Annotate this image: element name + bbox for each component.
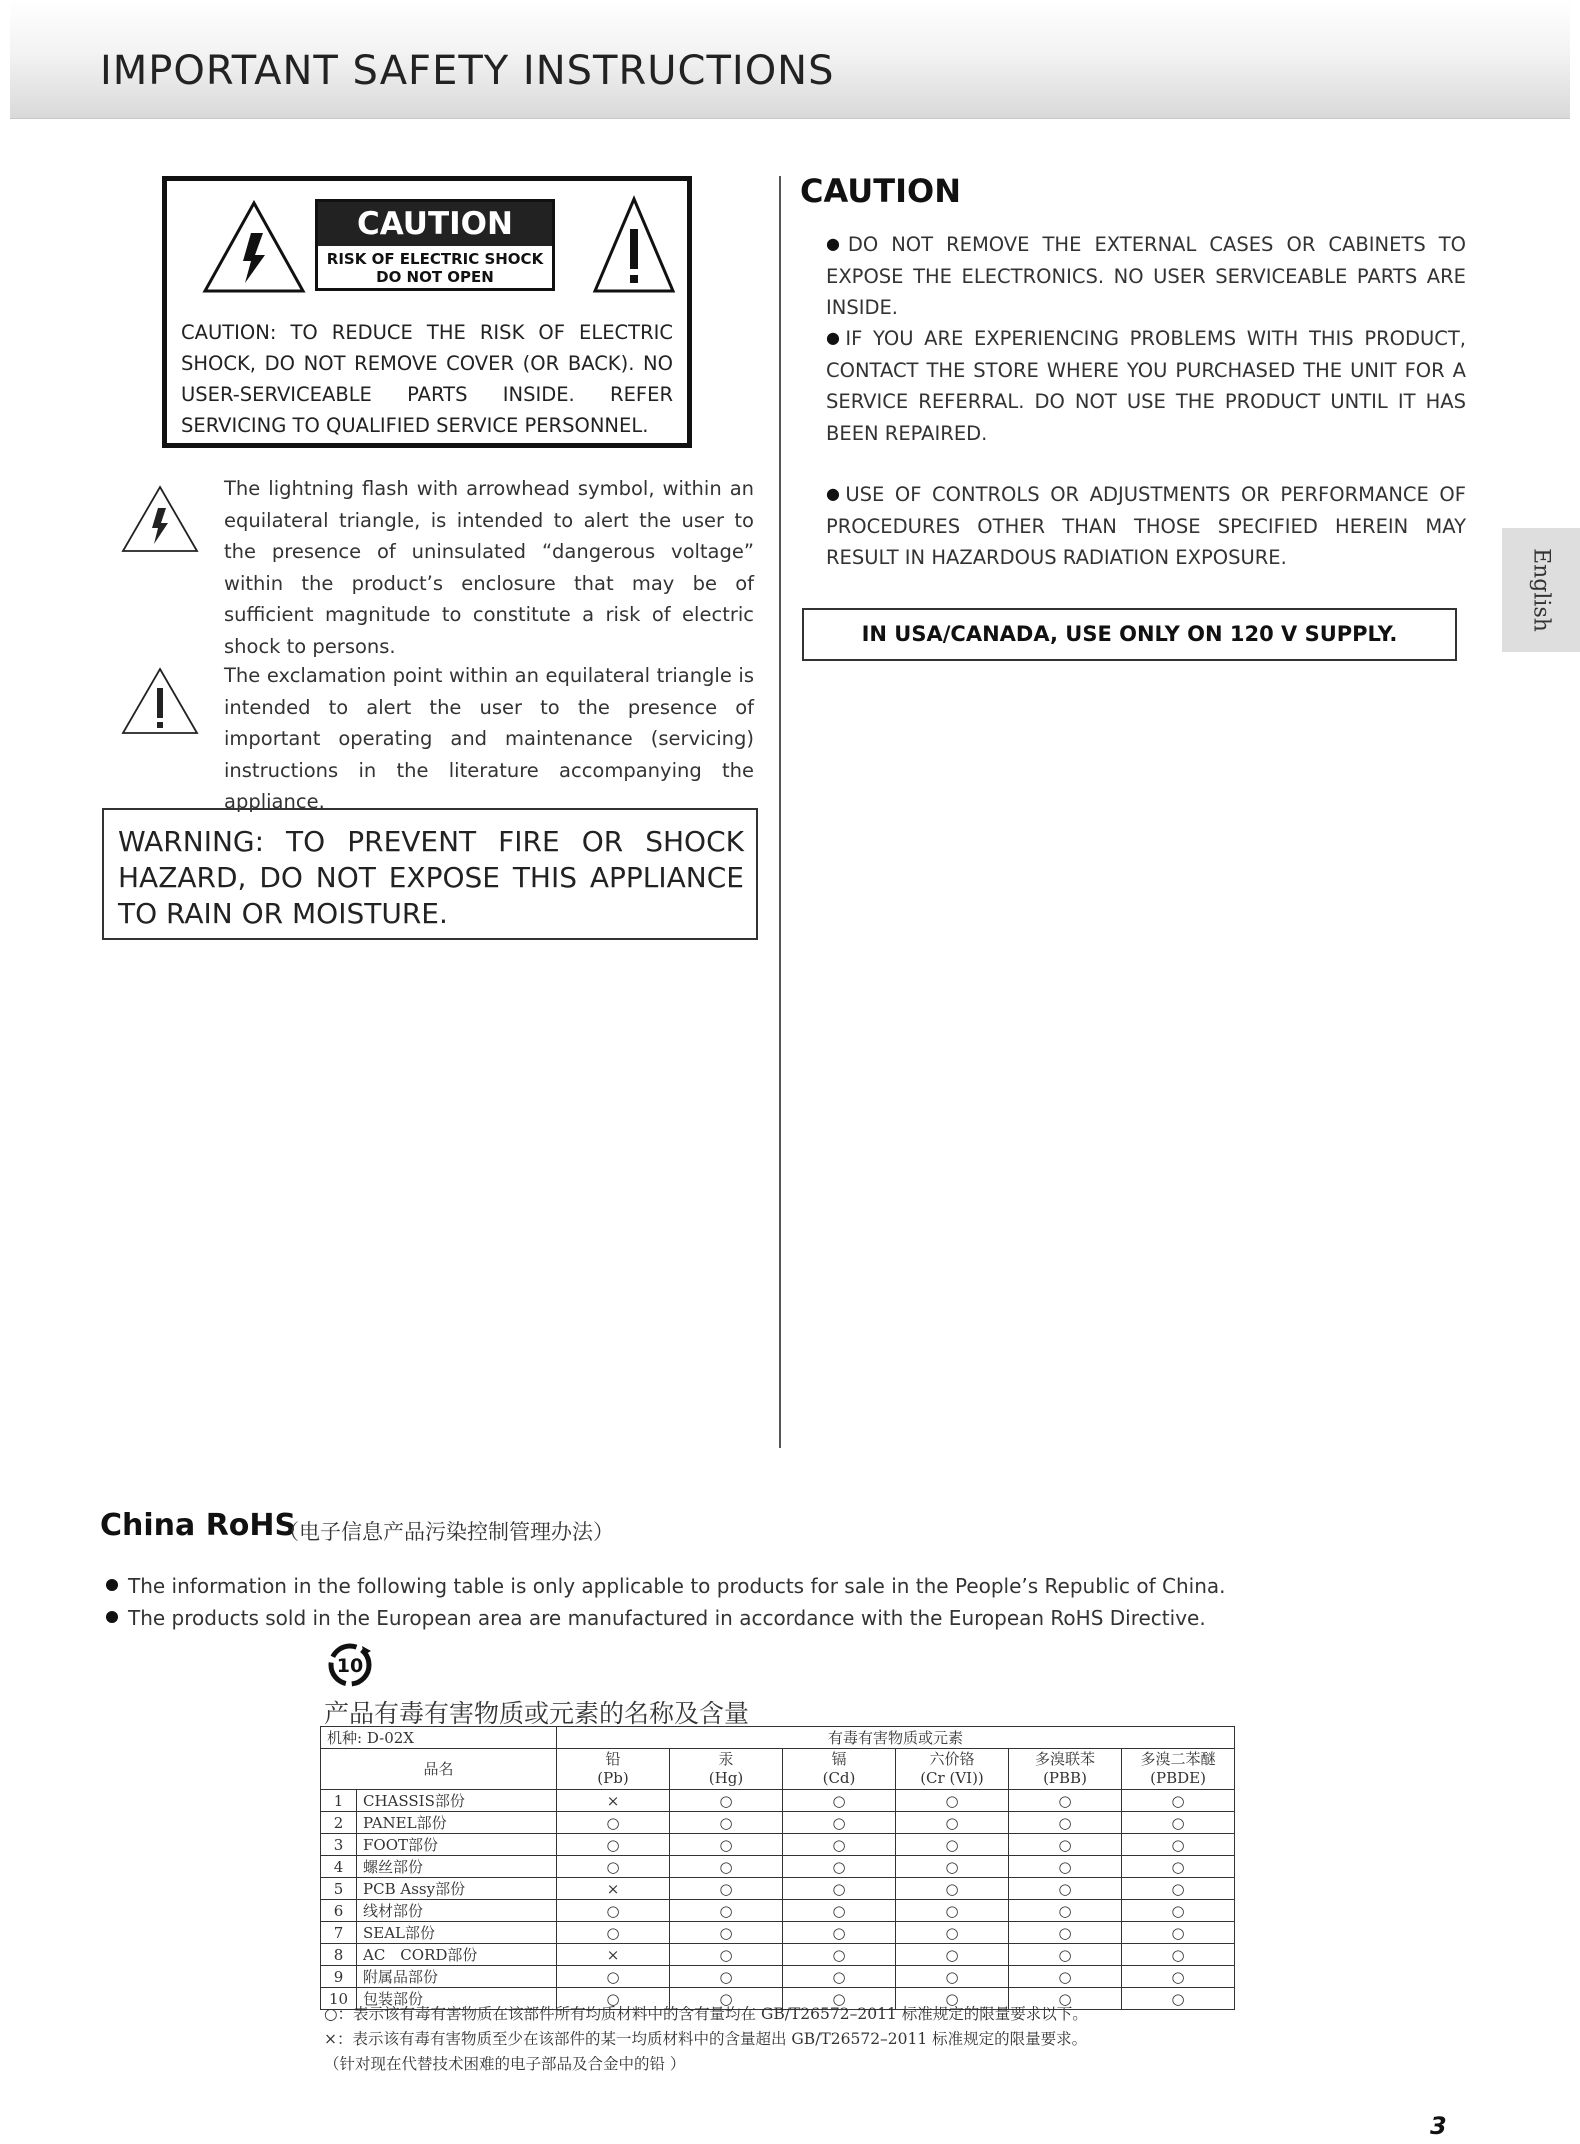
substance-mark: ○ bbox=[1122, 1988, 1235, 2010]
china-rohs-subtitle: （电子信息产品污染控制管理办法） bbox=[278, 1520, 614, 1544]
row-number: 4 bbox=[321, 1856, 357, 1878]
substance-mark: ○ bbox=[1009, 1944, 1122, 1966]
row-number: 5 bbox=[321, 1878, 357, 1900]
row-number: 6 bbox=[321, 1900, 357, 1922]
substance-mark: ○ bbox=[557, 1966, 670, 1988]
caution-item: ●USE OF CONTROLS OR ADJUSTMENTS OR PERFORMANCE OF PROCEDURES OTHER THAN THOSE SPECIFIED HEREIN MAY RESULT IN HAZARDOUS RADIATION EXPOSURE. bbox=[826, 483, 1466, 569]
substance-mark: ○ bbox=[1009, 1878, 1122, 1900]
page-number: 3 bbox=[1430, 2112, 1447, 2140]
substance-mark: ○ bbox=[783, 1812, 896, 1834]
bullet-icon: ● bbox=[826, 234, 847, 253]
rohs-bullet: The information in the following table is only applicable to products for sale in the People’s Republic of China. bbox=[106, 1574, 1226, 1598]
part-name: AC CORD部份 bbox=[357, 1944, 557, 1966]
part-name: PANEL部份 bbox=[357, 1812, 557, 1834]
page-title: IMPORTANT SAFETY INSTRUCTIONS bbox=[100, 48, 835, 94]
epup-10-year-icon bbox=[324, 1642, 376, 1688]
exclamation-triangle-icon bbox=[120, 666, 200, 736]
table-row bbox=[321, 1878, 1235, 1900]
table-row bbox=[321, 1900, 1235, 1922]
substance-mark: ○ bbox=[896, 1900, 1009, 1922]
substance-mark: ○ bbox=[670, 1834, 783, 1856]
substance-mark: ○ bbox=[670, 1790, 783, 1812]
part-name: 螺丝部份 bbox=[357, 1856, 557, 1878]
substance-mark: ○ bbox=[1122, 1944, 1235, 1966]
substance-mark: ○ bbox=[783, 1988, 896, 2010]
caution-heading: CAUTION bbox=[800, 172, 961, 210]
column-header: 汞 (Hg) bbox=[670, 1749, 783, 1790]
row-number: 3 bbox=[321, 1834, 357, 1856]
substance-mark: ○ bbox=[557, 1812, 670, 1834]
substance-mark: ○ bbox=[1009, 1922, 1122, 1944]
substance-mark: ○ bbox=[557, 1922, 670, 1944]
part-name: PCB Assy部份 bbox=[357, 1878, 557, 1900]
row-number: 10 bbox=[321, 1988, 357, 2010]
column-header: 六价铬 (Cr (VI)) bbox=[896, 1749, 1009, 1790]
warning-text: WARNING: TO PREVENT FIRE OR SHOCK HAZARD, DO NOT EXPOSE THIS APPLIANCE TO RAIN OR MOISTURE. bbox=[118, 825, 744, 930]
substance-mark: ○ bbox=[1122, 1966, 1235, 1988]
substance-mark: ○ bbox=[783, 1900, 896, 1922]
exclamation-warning-icon bbox=[591, 195, 677, 295]
language-tab-label: English bbox=[1528, 548, 1554, 632]
table-row bbox=[321, 1834, 1235, 1856]
substance-mark: ○ bbox=[670, 1878, 783, 1900]
china-rohs-title: China RoHS bbox=[100, 1508, 297, 1543]
lightning-warning-icon bbox=[201, 199, 307, 295]
caution-label-line1: RISK OF ELECTRIC SHOCK bbox=[326, 250, 544, 268]
part-name: 包装部份 bbox=[357, 1988, 557, 2010]
row-number: 2 bbox=[321, 1812, 357, 1834]
part-name: 附属品部份 bbox=[357, 1966, 557, 1988]
substance-mark: ○ bbox=[1009, 1834, 1122, 1856]
table-row bbox=[321, 1966, 1235, 1988]
table-row bbox=[321, 1812, 1235, 1834]
substance-mark: ○ bbox=[1122, 1790, 1235, 1812]
caution-item: ●DO NOT REMOVE THE EXTERNAL CASES OR CABINETS TO EXPOSE THE ELECTRONICS. NO USER SERVICEABLE PARTS ARE INSIDE. bbox=[826, 233, 1466, 319]
rohs-table bbox=[320, 1726, 1235, 2010]
language-tab bbox=[1502, 528, 1580, 652]
substance-mark: ○ bbox=[557, 1900, 670, 1922]
substance-mark: ○ bbox=[896, 1812, 1009, 1834]
substance-mark: ○ bbox=[896, 1856, 1009, 1878]
substance-mark: ○ bbox=[670, 1856, 783, 1878]
substance-mark: ○ bbox=[783, 1966, 896, 1988]
substance-mark: ○ bbox=[557, 1856, 670, 1878]
part-name: 线材部份 bbox=[357, 1900, 557, 1922]
substance-mark: ○ bbox=[1009, 1900, 1122, 1922]
substance-mark: ○ bbox=[670, 1812, 783, 1834]
rohs-bullet: The products sold in the European area are manufactured in accordance with the European RoHS Directive. bbox=[106, 1606, 1206, 1630]
substance-mark: ○ bbox=[670, 1988, 783, 2010]
table-row bbox=[321, 1790, 1235, 1812]
part-name: FOOT部份 bbox=[357, 1834, 557, 1856]
substance-mark: ○ bbox=[783, 1790, 896, 1812]
epup-label: 10 bbox=[336, 1655, 364, 1677]
lightning-explanation: The lightning flash with arrowhead symbol, within an equilateral triangle, is intended to alert the user to the presence of uninsulated “dangerous voltage” within the product’s enclosure that may be of sufficient magnitude to constitute a risk of electric shock to persons. bbox=[224, 477, 754, 658]
table-row bbox=[321, 1944, 1235, 1966]
footnote: ○：表示该有毒有害物质在该部件所有均质材料中的含有量均在 GB/T26572–2011 标准规定的限量要求以下。 bbox=[324, 2005, 1088, 2023]
lightning-triangle-icon bbox=[120, 484, 200, 554]
column-header: 镉 (Cd) bbox=[783, 1749, 896, 1790]
substance-mark: ○ bbox=[557, 1988, 670, 2010]
substance-mark: ○ bbox=[1009, 1856, 1122, 1878]
footnote: （针对现在代替技术困难的电子部品及合金中的铅 ） bbox=[324, 2055, 686, 2073]
part-name: CHASSIS部份 bbox=[357, 1790, 557, 1812]
row-number: 9 bbox=[321, 1966, 357, 1988]
substance-mark: ○ bbox=[1009, 1790, 1122, 1812]
substance-mark: ○ bbox=[896, 1966, 1009, 1988]
model-label: 机种: D-02X bbox=[321, 1727, 557, 1749]
caution-box-text: CAUTION: TO REDUCE THE RISK OF ELECTRIC SHOCK, DO NOT REMOVE COVER (OR BACK). NO USER-SERVICEABLE PARTS INSIDE. REFER SERVICING TO QUALIFIED SERVICE PERSONNEL. bbox=[181, 321, 673, 437]
substance-mark: ○ bbox=[1122, 1856, 1235, 1878]
substance-mark: ○ bbox=[783, 1878, 896, 1900]
substance-mark: ○ bbox=[670, 1944, 783, 1966]
table-row bbox=[321, 1922, 1235, 1944]
warning-box bbox=[102, 808, 758, 940]
usa-canada-notice: IN USA/CANADA, USE ONLY ON 120 V SUPPLY. bbox=[802, 608, 1457, 661]
substance-mark: ○ bbox=[1122, 1878, 1235, 1900]
group-header: 有毒有害物质或元素 bbox=[557, 1727, 1235, 1749]
substance-mark: ○ bbox=[783, 1834, 896, 1856]
substance-mark: ○ bbox=[557, 1834, 670, 1856]
row-number: 8 bbox=[321, 1944, 357, 1966]
substance-mark: ○ bbox=[1009, 1812, 1122, 1834]
column-header: 多溴二苯醚 (PBDE) bbox=[1122, 1749, 1235, 1790]
substance-mark: ○ bbox=[783, 1922, 896, 1944]
substance-mark: ○ bbox=[783, 1856, 896, 1878]
bullet-icon bbox=[106, 1579, 118, 1591]
substance-mark: ○ bbox=[670, 1900, 783, 1922]
substance-mark: ○ bbox=[896, 1878, 1009, 1900]
rohs-table-title: 产品有毒有害物质或元素的名称及含量 bbox=[324, 1699, 750, 1728]
substance-mark: ○ bbox=[896, 1922, 1009, 1944]
substance-mark: ○ bbox=[896, 1988, 1009, 2010]
column-header: 铅 (Pb) bbox=[557, 1749, 670, 1790]
substance-mark: ○ bbox=[1009, 1988, 1122, 2010]
caution-label-title: CAUTION bbox=[318, 202, 552, 246]
substance-mark: × bbox=[557, 1878, 670, 1900]
substance-mark: ○ bbox=[896, 1944, 1009, 1966]
table-row bbox=[321, 1856, 1235, 1878]
caution-box bbox=[162, 176, 692, 448]
row-number: 1 bbox=[321, 1790, 357, 1812]
substance-mark: ○ bbox=[896, 1790, 1009, 1812]
bullet-icon: ● bbox=[826, 484, 845, 503]
substance-mark: ○ bbox=[783, 1944, 896, 1966]
substance-mark: ○ bbox=[896, 1834, 1009, 1856]
row-number: 7 bbox=[321, 1922, 357, 1944]
substance-mark: ○ bbox=[1122, 1922, 1235, 1944]
substance-mark: × bbox=[557, 1944, 670, 1966]
caution-label-line2: DO NOT OPEN bbox=[376, 268, 494, 286]
substance-mark: × bbox=[557, 1790, 670, 1812]
caution-label bbox=[315, 199, 555, 291]
bullet-icon: ● bbox=[826, 328, 845, 347]
column-divider bbox=[779, 176, 781, 1448]
footnote: ×：表示该有毒有害物质至少在该部件的某一均质材料中的含量超出 GB/T26572–2011 标准规定的限量要求。 bbox=[324, 2030, 1088, 2048]
substance-mark: ○ bbox=[670, 1966, 783, 1988]
substance-mark: ○ bbox=[1122, 1812, 1235, 1834]
substance-mark: ○ bbox=[670, 1922, 783, 1944]
substance-mark: ○ bbox=[1122, 1900, 1235, 1922]
part-name: SEAL部份 bbox=[357, 1922, 557, 1944]
column-header: 多溴联苯 (PBB) bbox=[1009, 1749, 1122, 1790]
substance-mark: ○ bbox=[1122, 1834, 1235, 1856]
caution-item: ●IF YOU ARE EXPERIENCING PROBLEMS WITH THIS PRODUCT, CONTACT THE STORE WHERE YOU PURCHASED THE UNIT FOR A SERVICE REFERRAL. DO NOT USE THE PRODUCT UNTIL IT HAS BEEN REPAIRED. bbox=[826, 327, 1466, 445]
exclamation-explanation: The exclamation point within an equilateral triangle is intended to alert the user to the presence of important operating and maintenance (servicing) instructions in the literature accompanying the appliance. bbox=[224, 664, 754, 813]
bullet-icon bbox=[106, 1611, 118, 1623]
name-header: 品名 bbox=[321, 1749, 557, 1790]
substance-mark: ○ bbox=[1009, 1966, 1122, 1988]
